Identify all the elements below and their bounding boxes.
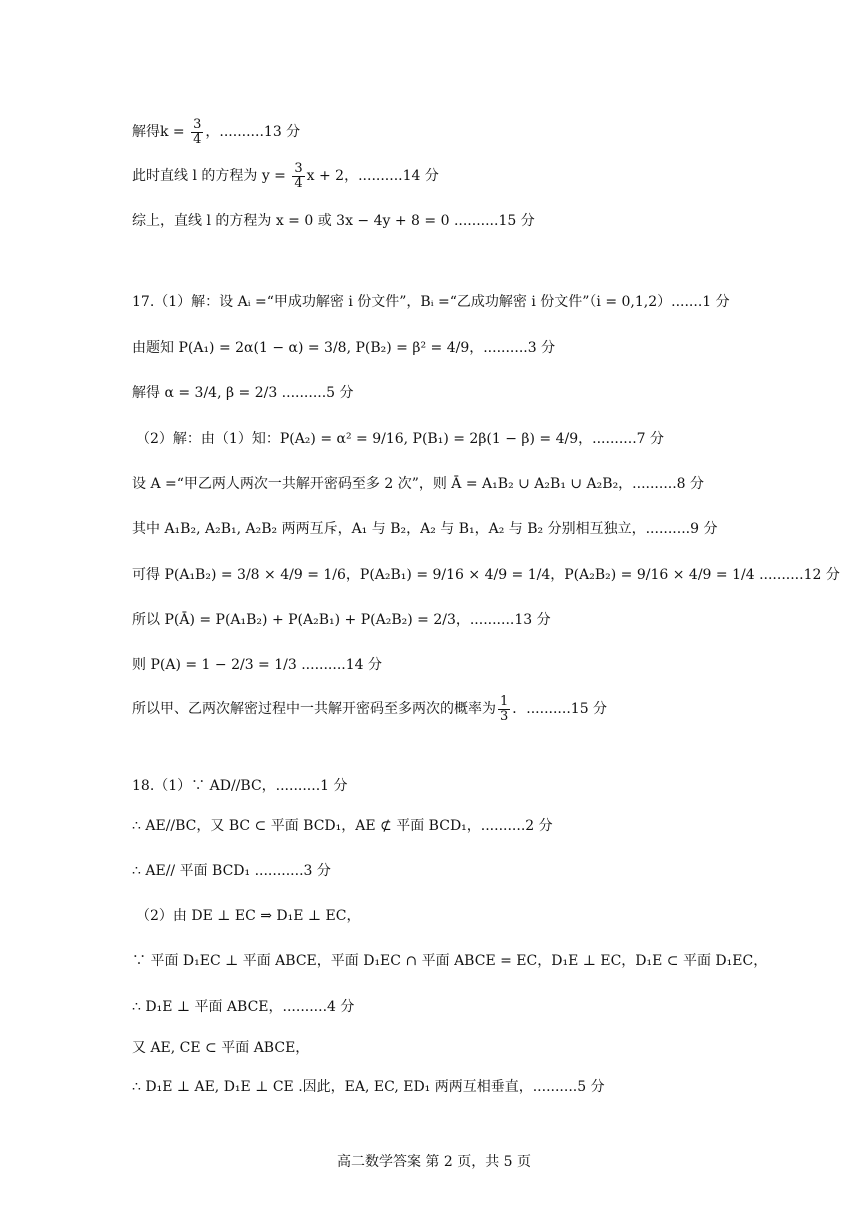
q17-line: 由题知 P(A₁) = 2α(1 − α) = 3/8, P(B₂) = β² = 4/9，..........3 分 [132,340,556,356]
line-text: 解得k = [132,124,190,141]
q17-line: 则 P(A) = 1 − 2/3 = 1/3 ..........14 分 [132,657,382,673]
q18-part2: （2）由 DE ⊥ EC ⇒ D₁E ⊥ EC， [136,908,361,924]
line-text: 所以甲、乙两次解密过程中一共解开密码至多两次的概率为 [132,701,496,718]
answer-line-3: 综上，直线 l 的方程为 x = 0 或 3x − 4y + 8 = 0 ..........15 分 [132,213,535,229]
fraction [292,162,304,190]
fraction-denominator: 4 [193,131,202,147]
line-text: 此时直线 l 的方程为 y = [132,168,291,185]
answer-line-2 [132,162,439,190]
q17-line: 其中 A₁B₂, A₂B₁, A₂B₂ 两两互斥，A₁ 与 B₂，A₂ 与 B₁，A₂ 与 B₂ 分别相互独立，..........9 分 [132,521,718,537]
q17-header: 17.（1）解：设 Aᵢ =“甲成功解密 i 份文件”，Bᵢ =“乙成功解密 i 份文件”（i = 0,1,2）.......1 分 [132,294,730,310]
answer-line-1 [132,118,300,146]
line-text: x + 2，..........14 分 [306,168,439,185]
fraction [498,695,510,723]
q18-header: 18.（1）∵ AD//BC，..........1 分 [132,778,348,794]
line-text: ，..........13 分 [205,124,301,141]
q17-line: 可得 P(A₁B₂) = 3/8 × 4/9 = 1/6，P(A₂B₁) = 9/16 × 4/9 = 1/4，P(A₂B₂) = 9/16 × 4/9 = 1/4 ..........12 分 [132,567,840,583]
line-text: ．..........15 分 [512,701,608,718]
q18-line: ∴ AE// 平面 BCD₁ ...........3 分 [132,863,331,879]
fraction-numerator: 1 [500,694,509,709]
q17-line: 解得 α = 3/4, β = 2/3 ..........5 分 [132,385,354,401]
fraction-numerator: 3 [193,117,202,132]
q18-line: ∴ D₁E ⊥ 平面 ABCE，..........4 分 [132,999,355,1015]
q17-line: 设 A =“甲乙两人两次一共解开密码至多 2 次”，则 Ā = A₁B₂ ∪ A₂B₁ ∪ A₂B₂，..........8 分 [132,476,705,492]
q17-part2: （2）解：由（1）知：P(A₂) = α² = 9/16, P(B₁) = 2β(1 − β) = 4/9，..........7 分 [136,431,665,447]
fraction-numerator: 3 [294,161,303,176]
q17-line: 所以 P(Ā) = P(A₁B₂) + P(A₂B₁) + P(A₂B₂) = 2/3，..........13 分 [132,612,551,628]
page-footer: 高二数学答案 第 2 页，共 5 页 [336,1154,532,1170]
fraction [191,118,203,146]
fraction-denominator: 3 [500,708,509,724]
q17-conclusion [132,695,607,723]
q18-line: ∴ D₁E ⊥ AE, D₁E ⊥ CE .因此，EA, EC, ED₁ 两两互相垂直，..........5 分 [132,1079,605,1095]
q18-line: ∴ AE//BC，又 BC ⊂ 平面 BCD₁，AE ⊄ 平面 BCD₁，..........2 分 [132,818,553,834]
q18-line: 又 AE, CE ⊂ 平面 ABCE， [132,1040,310,1056]
q18-line: ∵ 平面 D₁EC ⊥ 平面 ABCE，平面 D₁EC ∩ 平面 ABCE = EC，D₁E ⊥ EC，D₁E ⊂ 平面 D₁EC， [132,953,768,969]
fraction-denominator: 4 [294,175,303,191]
